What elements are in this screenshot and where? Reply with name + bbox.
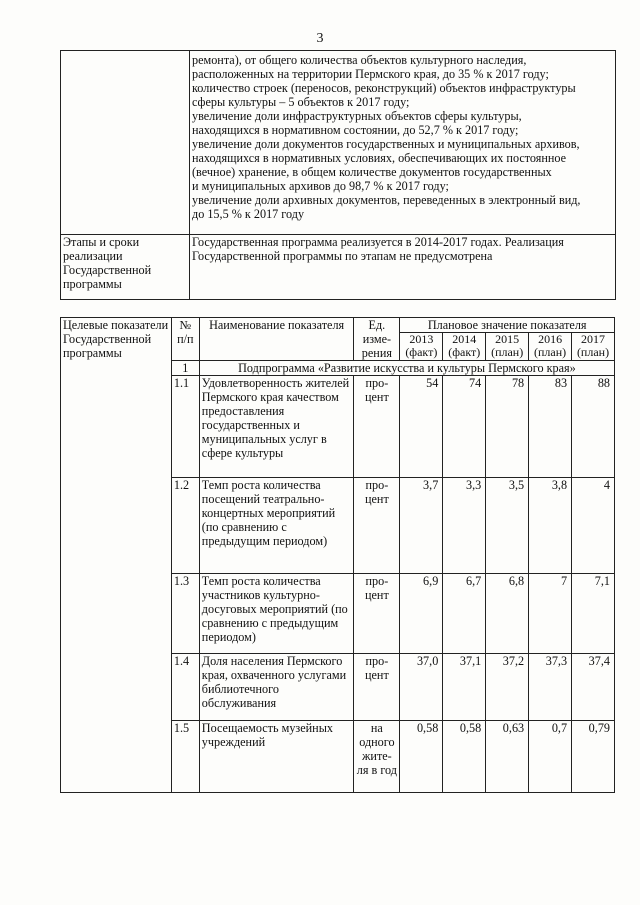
year-header-2013: 2013 (факт) [400,333,443,361]
value-2016: 7 [529,574,572,654]
text-line: увеличение доли инфраструктурных объектов сферы культуры, [192,109,522,123]
page-number: 3 [316,31,324,46]
row-name: Удовлетворенность жителей Пермского края качеством предоставления государственных и муниципальных услуг в сфере культуры [199,376,354,478]
value-2016: 83 [529,376,572,478]
text-line: увеличение доли документов государственных и муниципальных архивов, [192,137,580,151]
year-header-2015: 2015 (план) [486,333,529,361]
value-2015: 37,2 [486,654,529,721]
row-name: Темп роста количества посещений театрально-концертных мероприятий (по сравнению с предыдущим периодом) [199,478,354,574]
text-line: и муниципальных архивов до 98,7 % к 2017 году; [192,179,449,193]
text-line: находящихся в нормативных условиях, обеспечивающих их постоянное [192,151,567,165]
value-2017: 7,1 [572,574,615,654]
value-2017: 88 [572,376,615,478]
value-2014: 74 [443,376,486,478]
value-2015: 78 [486,376,529,478]
row-num: 1.5 [171,721,199,793]
text-line: количество строек (переносов, реконструкций) объектов инфраструктуры [192,81,576,95]
value-2015: 0,63 [486,721,529,793]
row-num: 1.4 [171,654,199,721]
text-line: увеличение доли архивных документов, переведенных в электронный вид, [192,193,581,207]
value-2014: 0,58 [443,721,486,793]
stages-label: Этапы и сроки реализации Государственной программы [61,235,190,300]
text-line: расположенных на территории Пермского края, до 35 % к 2017 году; [192,67,549,81]
text-line: до 15,5 % к 2017 году [192,207,305,221]
row-num: 1.2 [171,478,199,574]
year-header-2017: 2017 (план) [572,333,615,361]
value-2015: 6,8 [486,574,529,654]
subprogram-num: 1 [171,361,199,376]
value-2014: 37,1 [443,654,486,721]
value-2013: 0,58 [400,721,443,793]
row-name: Доля населения Пермского края, охваченного услугами библиотечного обслуживания [199,654,354,721]
targets-continued-cell [190,51,616,235]
row-unit: про-цент [354,478,400,574]
col-unit-header: Ед. изме-рения [354,318,400,361]
year-header-2016: 2016 (план) [529,333,572,361]
value-2013: 54 [400,376,443,478]
text-line: находящихся в нормативном состоянии, до 52,7 % к 2017 году; [192,123,519,137]
text-line: (вечное) хранение, в общем количестве документов государственных [192,165,552,179]
row-name: Темп роста количества участников культурно-досуговых мероприятий (по сравнению с предыдущим периодом) [199,574,354,654]
text-line: ремонта), от общего количества объектов культурного наследия, [192,53,527,67]
indicators-table [60,317,615,793]
row-unit: на одного жите-ля в год [354,721,400,793]
subprogram-title: Подпрограмма «Развитие искусства и культуры Пермского края» [199,361,614,376]
value-2016: 37,3 [529,654,572,721]
stages-text: Государственная программа реализуется в 2014-2017 годах. Реализация Государственной программы по этапам не предусмотрена [190,235,616,300]
value-2016: 0,7 [529,721,572,793]
value-2013: 6,9 [400,574,443,654]
value-2013: 37,0 [400,654,443,721]
row-unit: про-цент [354,654,400,721]
value-2013: 3,7 [400,478,443,574]
row-num: 1.1 [171,376,199,478]
value-2016: 3,8 [529,478,572,574]
row-unit: про-цент [354,376,400,478]
indicators-row-label: Целевые показатели Государственной программы [61,318,172,793]
value-2017: 4 [572,478,615,574]
value-2014: 6,7 [443,574,486,654]
value-2014: 3,3 [443,478,486,574]
value-2015: 3,5 [486,478,529,574]
text-line: сферы культуры – 5 объектов к 2017 году; [192,95,410,109]
row-unit: про-цент [354,574,400,654]
col-name-header: Наименование показателя [199,318,354,361]
value-2017: 0,79 [572,721,615,793]
empty-label-cell [61,51,190,235]
program-passport-table [60,50,616,300]
year-header-2014: 2014 (факт) [443,333,486,361]
value-2017: 37,4 [572,654,615,721]
col-num-header: № п/п [171,318,199,361]
row-num: 1.3 [171,574,199,654]
col-planned-header: Плановое значение показателя [400,318,615,333]
row-name: Посещаемость музейных учреждений [199,721,354,793]
